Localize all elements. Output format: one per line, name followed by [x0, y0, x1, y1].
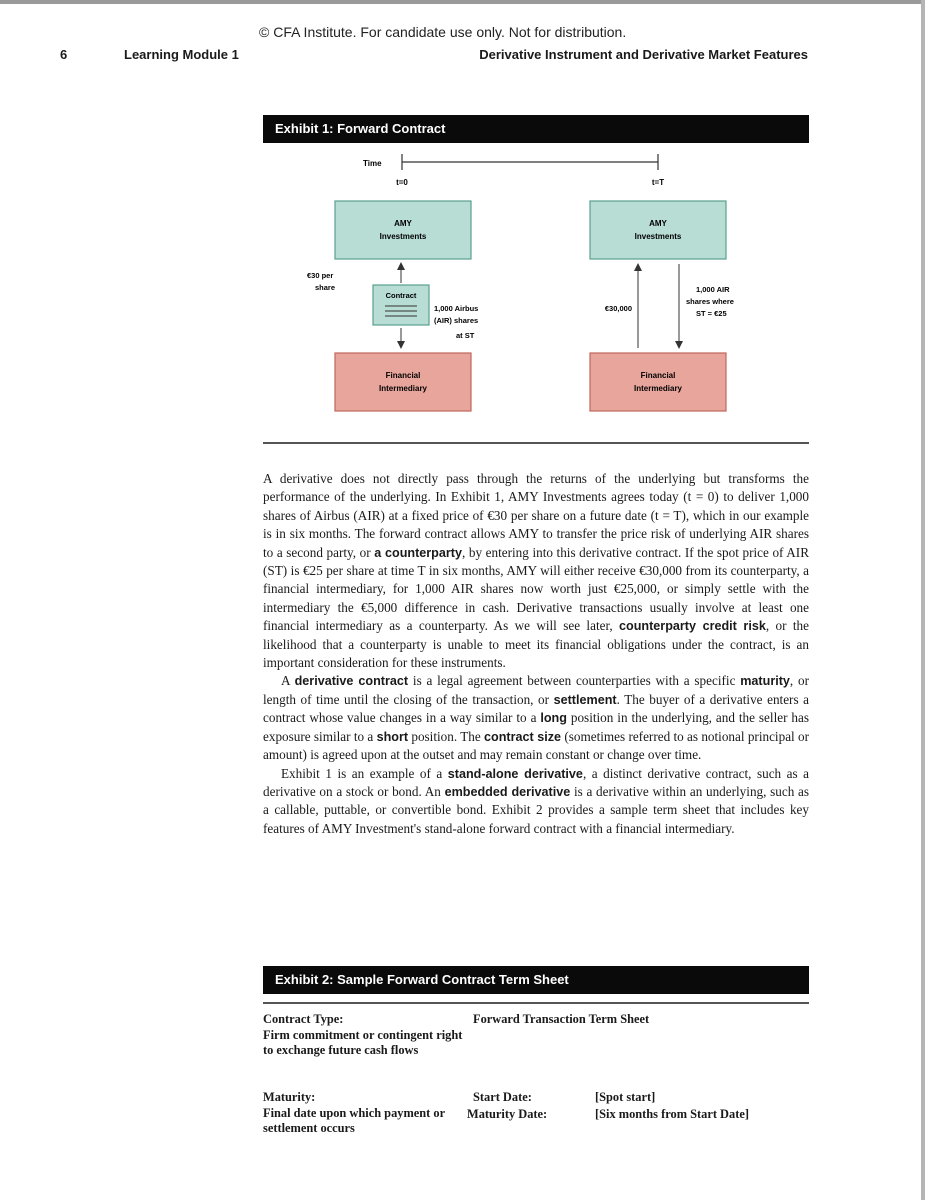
term-stand-alone-derivative: stand-alone derivative: [447, 766, 583, 781]
shares-label-line2: (AIR) shares: [434, 316, 479, 325]
term-derivative-contract: derivative contract: [294, 674, 409, 689]
start-date-value: [Spot start]: [595, 1090, 656, 1104]
p2-text-e: . The buyer of a derivative enters a contract whose value changes in a way similar to a: [263, 691, 809, 726]
p2-text-h: (sometimes referred to as notional principal or amount) is agreed upon at the outset and may remain constant or change over time.: [263, 728, 809, 763]
term-long: long: [540, 711, 567, 726]
term-counterparty-credit-risk: counterparty credit risk: [619, 619, 766, 634]
module-label: Learning Module 1: [124, 47, 239, 62]
term-settlement: settlement: [553, 692, 617, 707]
amy-investments-box-right: [590, 201, 726, 259]
amy-investments-box-left: [335, 201, 471, 259]
contract-type-value: Forward Transaction Term Sheet: [473, 1012, 650, 1026]
paragraph-2: [263, 672, 809, 764]
exhibit2-title-bar: Exhibit 2: Sample Forward Contract Term Sheet: [263, 966, 809, 994]
maturity-date-value: [Six months from Start Date]: [595, 1107, 749, 1121]
maturity-date-value-cell: [595, 1107, 749, 1123]
right-shares-line1: 1,000 AIR: [696, 285, 730, 294]
maturity-date-label-cell: [467, 1107, 547, 1123]
shares-label-line1: 1,000 Airbus: [434, 304, 479, 313]
amy-box-left-line2: Investments: [379, 232, 427, 241]
price-label-line2: share: [315, 283, 336, 292]
time-label: Time: [363, 159, 382, 168]
contract-type-desc: Firm commitment or contingent right to exchange future cash flows: [263, 1027, 463, 1057]
p1-text-c: , by entering into this derivative contract. If the spot price of AIR (ST) is €25 per share at time T in six months, AMY will either receive €30,000 from its counterparty, a financial intermediary, for 1,000 AIR shares now worth just €25,000, or simply settle with the intermediary the €5,000 difference in cash. Derivative transactions usually involve at least one financial intermediary as a counterparty. As we will see later,: [263, 544, 809, 634]
p2-text-g: position. The: [408, 728, 485, 744]
p3-text-d: is a derivative within an underlying, such as a callable, puttable, or convertible bond. Exhibit 2 provides a sample term sheet that includes key features of AMY Investment's stand-alone forward contract with a financial intermediary.: [263, 783, 809, 836]
body-text: [263, 470, 809, 838]
financial-intermediary-box-right: [590, 353, 726, 411]
term-counterparty: a counterparty: [374, 545, 462, 560]
term-contract-size: contract size: [484, 729, 562, 744]
exhibit1-bottom-rule: [263, 442, 809, 444]
copyright-notice: © CFA Institute. For candidate use only. Not for distribution.: [259, 24, 627, 40]
maturity-desc: Final date upon which payment or settlement occurs: [263, 1105, 445, 1135]
p1-text-a: A derivative does not directly pass through the returns of the underlying but transforms the performance of the underlying. In Exhibit 1, AMY Investments agrees today (t = 0) to deliver 1,000 shares of Airbus (AIR) at a fixed price of €30 per share on a future date (t = T), which in our example is in six months. The forward contract allows AMY to transfer the price risk of underlying AIR shares to a second party, or: [263, 471, 809, 560]
exhibit1-title-bar: Exhibit 1: Forward Contract: [263, 115, 809, 143]
contract-type-label: Contract Type:: [263, 1012, 344, 1026]
start-date-value-cell: [595, 1090, 655, 1106]
p2-text-a: A: [281, 673, 295, 689]
fi-box-left-line2: Intermediary: [378, 384, 428, 393]
paragraph-1: [263, 470, 809, 672]
p1-text-d: , or the likelihood that a counterparty is unable to meet its financial obligations under the contract, is an important consideration for these instruments.: [263, 618, 809, 671]
amy-box-right-line2: Investments: [634, 232, 682, 241]
tT-label: t=T: [651, 178, 665, 187]
fi-box-right-line2: Intermediary: [633, 384, 683, 393]
forward-contract-diagram: [263, 143, 809, 423]
maturity-label: Maturity:: [263, 1090, 316, 1104]
p3-text-c: , a distinct derivative contract, such as a derivative on a stock or bond. An: [263, 765, 809, 799]
term-embedded-derivative: embedded derivative: [444, 784, 571, 799]
page-number: 6: [60, 47, 68, 62]
p2-text-f: position in the underlying, and the seller has exposure similar to a: [263, 710, 809, 744]
contract-type-cell: [263, 1012, 463, 1059]
window-top-border: [0, 0, 925, 4]
start-date-label-cell: [473, 1090, 532, 1106]
right-shares-line2: shares where: [686, 297, 734, 306]
contract-label: Contract: [385, 291, 417, 300]
amy-box-left-line1: AMY: [394, 219, 412, 228]
maturity-date-label: Maturity Date:: [467, 1107, 548, 1121]
paragraph-3: [263, 765, 809, 839]
contract-type-value-cell: [473, 1012, 649, 1028]
right-shares-line3: ST = €25: [696, 309, 727, 318]
fi-box-right-line1: Financial: [640, 371, 676, 380]
term-maturity: maturity: [740, 674, 790, 689]
p3-text-a: Exhibit 1 is an example of a: [281, 765, 448, 781]
p2-text-d: , or length of time until the closing of the transaction, or: [263, 673, 810, 707]
window-right-border: [921, 0, 925, 1200]
cash-label: €30,000: [604, 304, 632, 313]
p2-text-c: is a legal agreement between counterparties with a specific: [408, 673, 741, 689]
price-label-line1: €30 per: [307, 271, 334, 280]
maturity-cell: [263, 1090, 463, 1137]
amy-box-right-line1: AMY: [649, 219, 667, 228]
shares-label-line3: at ST: [456, 331, 475, 340]
start-date-label: Start Date:: [473, 1090, 532, 1104]
financial-intermediary-box-left: [335, 353, 471, 411]
exhibit2-top-rule: [263, 1002, 809, 1004]
term-short: short: [376, 729, 409, 744]
t0-label: t=0: [396, 178, 408, 187]
fi-box-left-line1: Financial: [385, 371, 421, 380]
running-title: Derivative Instrument and Derivative Market Features: [479, 47, 808, 62]
